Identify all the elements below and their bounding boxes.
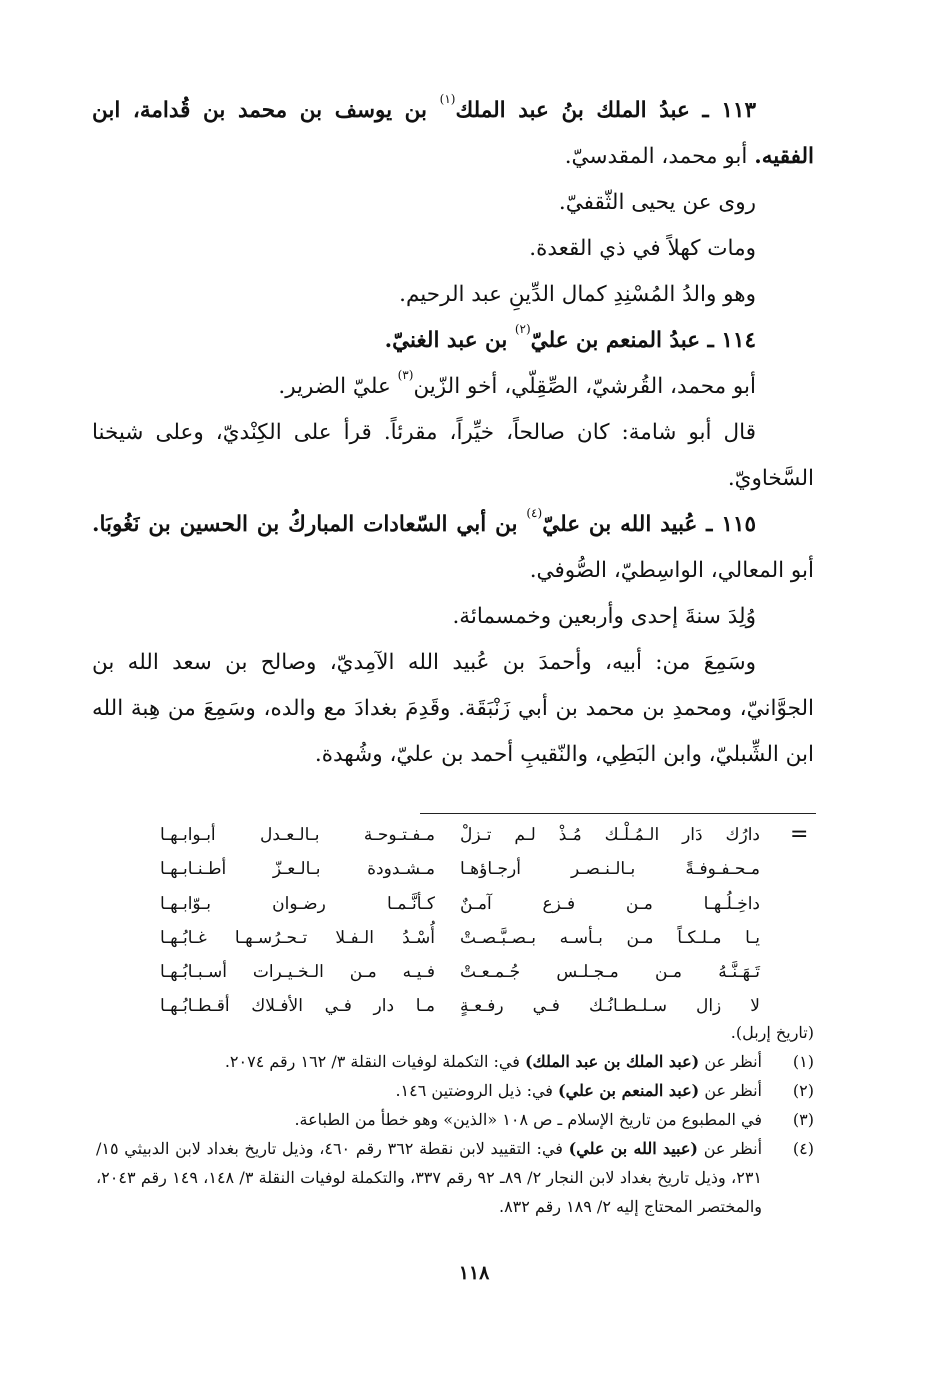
entry-113-line-1: روى عن يحيى الثّقفيّ. xyxy=(558,190,756,215)
entry-113-kunya: أبو محمد، المقدسيّ. xyxy=(564,144,755,169)
poem xyxy=(160,818,760,1024)
footnote-text: في: التقييد لابن نقطة ٣٦٢ رقم ٤٦٠، وذيل تاريخ بغداد لابن الدبيثي ١٥/ ٢٣١، وذيل تاريخ بغداد لابن النجار ٢/ ٨٩ـ ٩٢ رقم ٣٣٧، والتكملة لوفيات النقلة ٣/ ١٤٨، ١٤٩ رقم ٢٠٤٣، والمختصر المحتاج إليه ٢/ ١٨٩ رقم ٨٣٢. xyxy=(96,1139,762,1216)
footnote-ref-3: (٣) xyxy=(397,368,414,382)
footnote-text: في: ذيل الروضتين ١٤٦. xyxy=(395,1081,559,1100)
verse-second-hemistich: مـا دار فـي الأفـلاك أقـطـابُـهـا xyxy=(160,996,435,1017)
footnote-text: أنظر عن xyxy=(698,1139,763,1158)
footnote-subject: (عبيد الله بن علي) xyxy=(568,1139,699,1158)
footnote-4 xyxy=(96,1134,814,1221)
continuation-mark: = xyxy=(790,822,809,847)
entry-114-lineage: بن عبد الغنيّ. xyxy=(384,328,515,353)
footnote-text: أنظر عن xyxy=(699,1081,762,1100)
footnote-number: (٤) xyxy=(792,1139,814,1158)
poem-verse xyxy=(160,921,760,955)
entry-115-name: ١١٥ ـ عُبيد الله بن عليّ xyxy=(542,512,756,537)
entry-113-lineage: بن يوسف بن محمد بن قُدامة، ابن الفقيه. xyxy=(92,98,814,169)
verse-second-hemistich: أُسْـدُ الـفـلا تـحـرُسـهـا غـابُـهـا xyxy=(160,927,435,948)
entry-115-line-2: وسَمِعَ من: أبيه، وأحمدَ بن عُبيد الله الآمِديّ، وصالح بن سعد الله بن الجوَّانيّ، ومحمدِ بن محمد بن أبي زَنْبَقَة. وقَدِمَ بغدادَ مع والده، وسَمِعَ من هِبة الله ابن الشِّبليّ، وابن البَطِي، والنّقيبِ أحمد بن عليّ، وشُهدة. xyxy=(92,650,814,767)
footnote-2 xyxy=(96,1076,814,1105)
entry-114-line-1b: عليّ الضرير. xyxy=(278,374,398,399)
page-number: ١١٨ xyxy=(458,1262,490,1284)
verse-first-hemistich: يـا مـلـكـاً مـن بـأسـه بـصـبَّـصـتْ xyxy=(460,927,760,948)
footnote-text: في: التكملة لوفيات النقلة ٣/ ١٦٢ رقم ٢٠٧٤. xyxy=(224,1052,525,1071)
entry-114-line-1 xyxy=(92,364,814,410)
entry-115-kunya: أبو المعالي، الواسِطيّ، الصُّوفي. xyxy=(529,558,814,583)
entry-114-line-1a: أبو محمد، القُرشيّ، الصِّقِلّي، أخو الزّين xyxy=(413,374,756,399)
footnote-number: (٣) xyxy=(792,1110,814,1129)
footnote-ref-2: (٢) xyxy=(514,322,531,336)
footnote-subject: (عبد الملك بن عبد الملك) xyxy=(524,1052,700,1071)
poem-verse xyxy=(160,887,760,921)
footnote-ref-4: (٤) xyxy=(526,506,543,520)
verse-first-hemistich: مـحـفـوفـةً بـالـنـصـر أرجـاؤهـا xyxy=(460,859,760,880)
footnote-text: في المطبوع من تاريخ الإسلام ـ ص ١٠٨ «الذين» وهو خطأ من الطباعة. xyxy=(294,1110,762,1129)
entry-113-heading xyxy=(92,88,814,180)
footnote-divider xyxy=(420,813,816,814)
verse-first-hemistich: دارُك دَار الـمُـلْـك مُـذْ لـم تـزلْ xyxy=(460,825,760,845)
footnote-number: (٢) xyxy=(792,1081,814,1100)
entry-113-name: ١١٣ ـ عبدُ الملك بنُ عبد الملك xyxy=(455,98,756,123)
poem-verse xyxy=(160,818,760,852)
verse-second-hemistich: فـيـه مـن الـخـيـرات أسـبـابُـهـا xyxy=(160,962,435,983)
poem-source: (تاريخ إربل). xyxy=(730,1023,814,1042)
verse-first-hemistich: تَـهَـنَّـهُ مـن مـجـلـس جُـمـعـتْ xyxy=(460,962,760,983)
footnote-text: أنظر عن xyxy=(699,1052,762,1071)
verse-second-hemistich: مـفـتـوحـة بـالـعـدل أبـوابـهـا xyxy=(160,825,435,845)
verse-second-hemistich: مـشـدودة بـالـعـزّ أطـنـابـهـا xyxy=(160,859,435,880)
main-text xyxy=(92,88,814,778)
entry-114-heading xyxy=(92,318,814,364)
verse-second-hemistich: كـأنَّـمـا رضـوان بـوّابـهـا xyxy=(160,893,435,914)
entry-113-line-3: وهو والدُ المُسْنِدِ كمال الدِّينِ عبد الرحيم. xyxy=(399,282,756,307)
entry-114-line-2: قال أبو شامة: كان صالحاً، خيِّراً، مقرئاً. قرأ على الكِنْديّ، وعلى شيخنا السَّخاويّ. xyxy=(92,420,814,491)
entry-115-lineage: بن أبي السّعادات المباركُ بن الحسين بن نَغُوبَا. xyxy=(92,512,527,537)
verse-first-hemistich: لا زال سـلـطـانُـك فـي رفـعـةٍ xyxy=(460,996,760,1017)
poem-verse xyxy=(160,852,760,886)
footnote-3 xyxy=(96,1105,814,1134)
entry-114-name: ١١٤ ـ عبدُ المنعم بن عليّ xyxy=(530,328,756,353)
poem-verse xyxy=(160,955,760,989)
footnote-ref-1: (١) xyxy=(439,92,456,106)
entry-113-line-2: ومات كهلاً في ذي القعدة. xyxy=(529,236,756,261)
footnote-number: (١) xyxy=(792,1052,814,1071)
entry-115-line-1: وُلِدَ سنةَ إحدى وأربعين وخمسمائة. xyxy=(452,604,756,629)
entry-115-heading xyxy=(92,502,814,594)
verse-first-hemistich: داخِـلُـهـا مـن فـزع آمـنٌ xyxy=(460,893,760,914)
footnote-subject: (عبد المنعم بن علي) xyxy=(558,1081,700,1100)
footnotes xyxy=(96,1018,814,1221)
footnote-1 xyxy=(96,1047,814,1076)
